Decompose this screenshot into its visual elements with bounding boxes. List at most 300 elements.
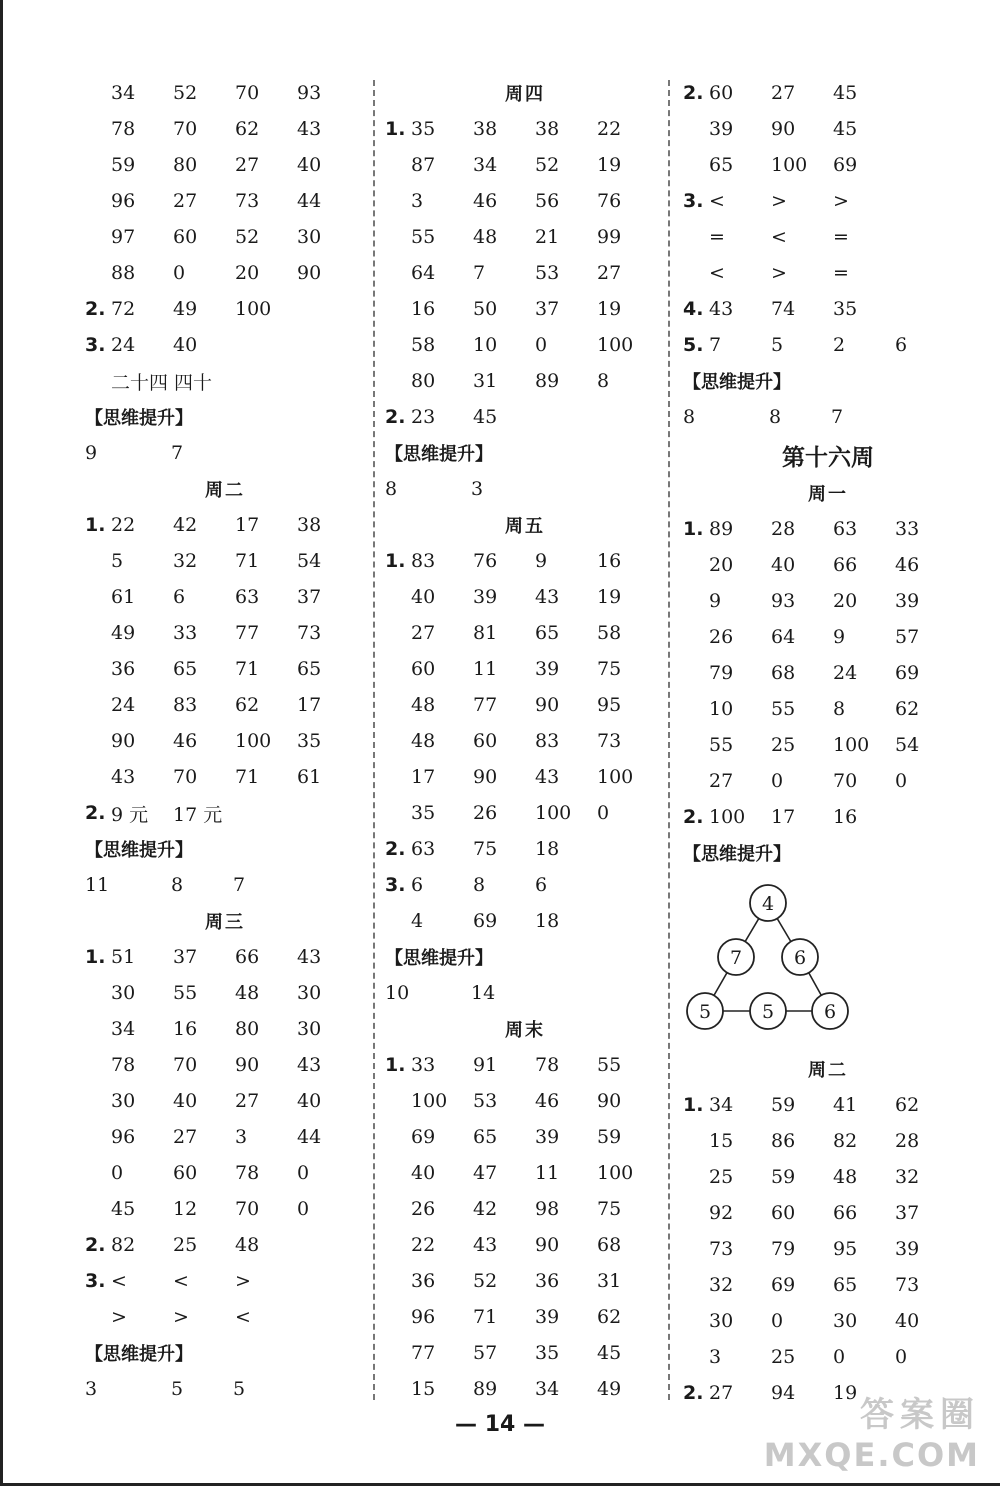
answer-value: 9 元 [111,803,149,826]
answer-value: 60 [173,1162,198,1184]
number-triangle-diagram [683,871,973,1051]
answer-value: 70 [173,118,198,140]
answer-row [385,1371,665,1407]
answer-value: 25 [173,1234,198,1256]
answer-value: 4 [411,910,424,932]
answer-value: 63 [411,838,436,860]
answer-row [385,1263,665,1299]
answer-value: 82 [833,1130,858,1152]
watermark-url: MXQE.COM [763,1436,980,1474]
answer-row [683,1303,973,1339]
answer-value: 49 [111,622,136,644]
triangle-svg [683,871,973,1051]
answer-row [385,975,665,1011]
answer-row [85,183,365,219]
answer-row [85,975,365,1011]
question-number: 1. [683,518,704,540]
answer-value: 100 [709,806,746,828]
answer-value: 37 [173,946,198,968]
answer-value: 60 [709,82,734,104]
answer-row [385,795,665,831]
answer-value: 57 [473,1342,498,1364]
answer-value: 45 [111,1198,136,1220]
answer-value: 39 [895,1238,920,1260]
answer-row [385,1191,665,1227]
answer-value: 78 [235,1162,260,1184]
answer-value: 90 [771,118,796,140]
answer-value: 79 [709,662,734,684]
answer-value: 14 [471,982,496,1004]
answer-value: 27 [235,154,260,176]
answer-value: 19 [597,154,622,176]
answer-row [85,579,365,615]
answer-row [385,111,665,147]
answer-value: 23 [411,406,436,428]
answer-value: 9 [535,550,548,572]
answer-value: 58 [597,622,622,644]
answer-row [683,1159,973,1195]
section-label: 【思维提升】 [85,1344,193,1365]
answer-value: 8 [473,874,486,896]
answer-value: 19 [833,1382,858,1404]
answer-value: 78 [111,118,136,140]
answer-row [85,291,365,327]
answer-row [683,1195,973,1231]
triangle-node-value: 6 [823,1001,837,1023]
answer-value: 70 [833,770,858,792]
answer-value: 46 [535,1090,560,1112]
answer-value: 48 [411,694,436,716]
answer-value: 65 [535,622,560,644]
answer-value: 94 [771,1382,796,1404]
answer-row [683,1087,973,1123]
answer-value: 36 [411,1270,436,1292]
answer-value: 43 [709,298,734,320]
answer-value: 100 [833,734,870,756]
answer-row [85,759,365,795]
answer-value: 62 [235,694,260,716]
answer-value: 60 [411,658,436,680]
answer-value: 18 [535,910,560,932]
answer-value: 76 [473,550,498,572]
answer-value: 6 [173,586,186,608]
answer-value: 37 [895,1202,920,1224]
answer-row [85,1227,365,1263]
answer-row [683,291,973,327]
question-number: 2. [683,82,704,104]
answer-value: 10 [473,334,498,356]
answer-value: = [833,262,849,284]
answer-row [683,799,973,835]
answer-value: 62 [895,1094,920,1116]
answer-value: 49 [597,1378,622,1400]
answer-value: 34 [111,1018,136,1040]
answer-value: 44 [297,1126,322,1148]
answer-value: 89 [709,518,734,540]
answer-value: 66 [235,946,260,968]
day-heading: 周五 [505,516,545,537]
answer-row [385,327,665,363]
answer-value: 100 [411,1090,448,1112]
answer-value: 62 [235,118,260,140]
answer-value: 40 [173,334,198,356]
answer-value: 7 [473,262,486,284]
answer-value: 15 [411,1378,436,1400]
answer-value: 40 [771,554,796,576]
answer-value: 35 [535,1342,560,1364]
answer-value: 26 [709,626,734,648]
section-label-row [385,939,665,975]
answer-value: 55 [709,734,734,756]
answer-value: 0 [833,1346,846,1368]
answer-value: 42 [473,1198,498,1220]
answer-value: 17 [411,766,436,788]
answer-value: 39 [473,586,498,608]
answer-row [85,939,365,975]
answer-value: 30 [111,982,136,1004]
answer-value: 16 [411,298,436,320]
answer-value: 18 [535,838,560,860]
question-number: 1. [85,946,106,968]
answer-value: 77 [411,1342,436,1364]
question-number: 3. [683,190,704,212]
answer-value: 8 [597,370,610,392]
answer-value: 63 [833,518,858,540]
answer-value: 37 [535,298,560,320]
answer-value: 95 [833,1238,858,1260]
answer-row [385,1155,665,1191]
answer-value: 0 [895,1346,908,1368]
question-number: 1. [385,1054,406,1076]
day-heading: 周一 [808,484,848,505]
answer-row [85,1155,365,1191]
answer-value: 62 [597,1306,622,1328]
answer-row [683,511,973,547]
answer-row [385,363,665,399]
answer-value: 40 [297,1090,322,1112]
answer-value: 32 [173,550,198,572]
answer-row [85,615,365,651]
answer-row [385,1335,665,1371]
answer-value: 45 [833,118,858,140]
answer-value: 48 [473,226,498,248]
answer-value: 70 [173,1054,198,1076]
answer-value: 69 [833,154,858,176]
answer-value: 59 [771,1166,796,1188]
answer-value: 93 [297,82,322,104]
answer-value: 27 [709,1382,734,1404]
answer-value: 57 [895,626,920,648]
triangle-node-value: 4 [761,893,775,915]
answer-value: 79 [771,1238,796,1260]
answer-value: 77 [235,622,260,644]
section-label: 【思维提升】 [683,844,791,865]
answer-value: 5 [771,334,784,356]
answer-row [385,399,665,435]
answer-value: 40 [895,1310,920,1332]
answer-value: 65 [709,154,734,176]
section-label: 【思维提升】 [85,408,193,429]
answer-value: 39 [535,1126,560,1148]
answer-value: 71 [235,550,260,572]
answer-value: 78 [111,1054,136,1076]
answer-value: 95 [597,694,622,716]
answer-value: 24 [111,694,136,716]
watermark-text: 答案圈 [860,1395,980,1435]
answer-value: 0 [111,1162,124,1184]
watermark-logo [764,1387,980,1474]
answer-value: > [833,190,849,212]
answer-value: < [111,1270,127,1292]
question-number: 2. [683,806,704,828]
section-label-row [683,835,973,871]
answer-row [85,687,365,723]
answer-value: 11 [535,1162,560,1184]
section-label: 【思维提升】 [385,444,493,465]
answer-row [85,1371,365,1407]
answer-row [683,183,973,219]
answer-value: 100 [597,334,634,356]
answer-value: 31 [473,370,498,392]
answer-value: 5 [171,1378,184,1400]
answer-value: < [173,1270,189,1292]
answer-value: 0 [771,1310,784,1332]
answer-value: 66 [833,554,858,576]
answer-value: 65 [173,658,198,680]
answer-value: 62 [895,698,920,720]
answer-row [85,1119,365,1155]
answer-value: 43 [297,946,322,968]
answer-value: 17 [771,806,796,828]
answer-value: 93 [771,590,796,612]
answer-value: 83 [411,550,436,572]
answer-value: 70 [173,766,198,788]
answer-row [683,727,973,763]
answer-value: 0 [771,770,784,792]
answer-value: 45 [473,406,498,428]
answer-value: 20 [709,554,734,576]
answer-value: 30 [297,226,322,248]
day-heading: 周二 [808,1060,848,1081]
answer-row [85,1011,365,1047]
answer-value: 69 [895,662,920,684]
answer-row [683,327,973,363]
answer-value: 52 [535,154,560,176]
answer-value: 9 [85,442,98,464]
section-label-row [683,363,973,399]
answer-value: 45 [833,82,858,104]
answer-value: 60 [173,226,198,248]
answer-value: 0 [597,802,610,824]
answer-value: 86 [771,1130,796,1152]
answer-value: 22 [597,118,622,140]
answer-value: 75 [473,838,498,860]
answer-row [683,1123,973,1159]
answer-value: > [111,1306,127,1328]
answer-value: 33 [895,518,920,540]
answer-value: 11 [85,874,110,896]
answer-value: 80 [411,370,436,392]
answer-value: 43 [111,766,136,788]
answer-value: 7 [171,442,184,464]
answer-value: 38 [473,118,498,140]
question-number: 2. [385,838,406,860]
answer-row [683,547,973,583]
answer-row [683,583,973,619]
answer-value: 48 [833,1166,858,1188]
answer-value: 30 [297,982,322,1004]
answer-value: 80 [173,154,198,176]
answer-value: 30 [833,1310,858,1332]
answer-value: 54 [895,734,920,756]
answer-value: = [833,226,849,248]
answer-value: 89 [473,1378,498,1400]
answer-value: 92 [709,1202,734,1224]
answer-value: < [771,226,787,248]
answer-value: 75 [597,1198,622,1220]
answer-value: 27 [411,622,436,644]
answer-value: 3 [411,190,424,212]
answer-value: 12 [173,1198,198,1220]
answer-value: 27 [709,770,734,792]
answer-value: 25 [771,734,796,756]
answer-value: 25 [771,1346,796,1368]
answer-row [683,1339,973,1375]
answer-row [385,183,665,219]
answer-value: 69 [473,910,498,932]
answer-value: 40 [297,154,322,176]
answer-value: 80 [235,1018,260,1040]
answer-row [683,1231,973,1267]
answer-value: 16 [173,1018,198,1040]
answer-value: 55 [173,982,198,1004]
answer-value: 2 [833,334,846,356]
answer-value: 3 [709,1346,722,1368]
answer-value: 43 [473,1234,498,1256]
answer-row [385,687,665,723]
answer-value: 90 [111,730,136,752]
day-heading: 周三 [205,912,245,933]
answer-row [683,399,973,435]
answer-value: 6 [895,334,908,356]
answer-value: 69 [771,1274,796,1296]
answer-value: 30 [111,1090,136,1112]
section-label: 【思维提升】 [85,840,193,861]
answer-row [385,1299,665,1335]
answer-value: > [771,190,787,212]
answer-value: 24 [111,334,136,356]
question-number: 1. [85,514,106,536]
section-label-row [85,831,365,867]
answer-value: 64 [771,626,796,648]
answer-row [683,619,973,655]
answer-row [683,255,973,291]
answer-value: 37 [297,586,322,608]
answer-value: 77 [473,694,498,716]
answer-value: 44 [297,190,322,212]
answer-value: 43 [535,766,560,788]
answer-value: = [709,226,725,248]
answer-value: 53 [535,262,560,284]
answer-row [385,651,665,687]
answer-row [683,1267,973,1303]
answer-value: 30 [297,1018,322,1040]
answer-value: 73 [235,190,260,212]
answer-value: < [709,262,725,284]
answer-value: 19 [597,586,622,608]
answer-value: 35 [297,730,322,752]
answer-row [85,255,365,291]
answer-value: 96 [111,190,136,212]
answer-row [385,615,665,651]
answer-value: 58 [411,334,436,356]
answer-value: 40 [411,1162,436,1184]
answer-value: 34 [111,82,136,104]
answer-value: 0 [895,770,908,792]
answer-row [683,691,973,727]
answer-row [385,291,665,327]
answer-row [683,219,973,255]
answer-row [385,219,665,255]
answer-value: 63 [235,586,260,608]
question-number: 2. [85,1234,106,1256]
answer-value: 38 [535,118,560,140]
answer-value: 90 [235,1054,260,1076]
answer-value: 61 [111,586,136,608]
answer-value: 41 [833,1094,858,1116]
question-number: 3. [385,874,406,896]
answer-value: 27 [597,262,622,284]
answer-value: 97 [111,226,136,248]
triangle-node-value: 6 [793,947,807,969]
answer-value: 100 [597,766,634,788]
answer-value: 90 [535,694,560,716]
answer-value: 26 [473,802,498,824]
answer-text-row [85,363,365,399]
answer-value: > [235,1270,251,1292]
answer-row [385,1083,665,1119]
answer-value: 83 [535,730,560,752]
answer-value: 60 [473,730,498,752]
answer-value: 17 [297,694,322,716]
answer-value: 68 [771,662,796,684]
answer-value: 52 [235,226,260,248]
question-number: 2. [85,298,106,320]
answer-value: 89 [535,370,560,392]
answer-value: 38 [297,514,322,536]
answer-row [85,1083,365,1119]
answer-value: 21 [535,226,560,248]
column-divider [668,80,670,1400]
answer-value: 32 [709,1274,734,1296]
answer-value: 73 [895,1274,920,1296]
answer-value: 22 [111,514,136,536]
answer-value: 35 [411,118,436,140]
answer-value: 65 [297,658,322,680]
answer-row [85,1191,365,1227]
answer-value: 27 [235,1090,260,1112]
question-number: 4. [683,298,704,320]
day-heading: 周四 [505,84,545,105]
answer-value: 56 [535,190,560,212]
answer-value: 78 [535,1054,560,1076]
answer-value: 68 [597,1234,622,1256]
answer-value: 40 [411,586,436,608]
answer-value: 8 [683,406,696,428]
answer-value: 100 [597,1162,634,1184]
answer-value: 65 [833,1274,858,1296]
answer-row [385,759,665,795]
